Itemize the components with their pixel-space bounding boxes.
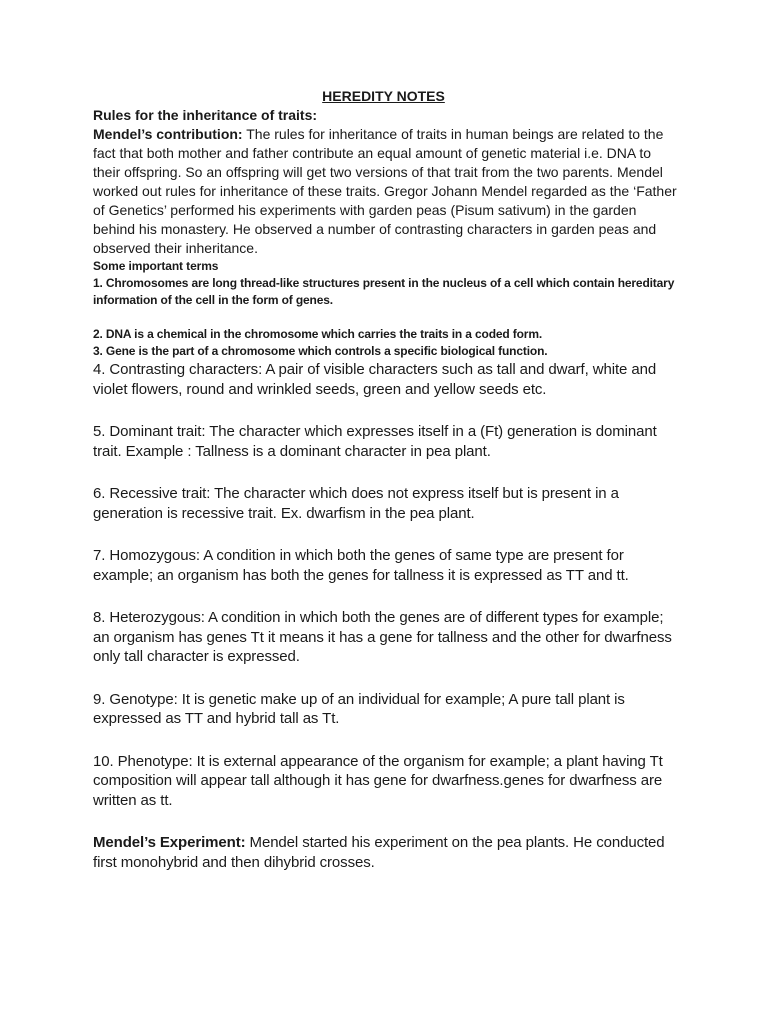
mendel-contribution-label: Mendel’s contribution: [93,126,243,142]
term-gene: 3. Gene is the part of a chromosome which controls a specific biological function. [93,344,548,358]
term-homozygous: 7. Homozygous: A condition in which both the genes of same type are present for example; an organism has both the genes for tallness it is expressed as TT and tt. [93,547,629,584]
document-title: HEREDITY NOTES [322,88,445,104]
term-chromosomes: 1. Chromosomes are long thread-like structures present in the nucleus of a cell which contain hereditary information of the cell in the form of genes. [93,276,675,307]
term-genotype: 9. Genotype: It is genetic make up of an individual for example; A pure tall plant is expressed as TT and hybrid tall as Tt. [93,690,625,727]
term-recessive-trait: 6. Recessive trait: The character which does not express itself but is present in a generation is recessive trait. Ex. dwarfism in the pea plant. [93,485,619,522]
term-phenotype: 10. Phenotype: It is external appearance of the organism for example; a plant having Tt composition will appear tall although it has gene for dwarfness.genes for dwarfness are written as tt. [93,752,663,809]
term-dna: 2. DNA is a chemical in the chromosome which carries the traits in a coded form. [93,327,543,341]
term-contrasting-characters: 4. Contrasting characters: A pair of visible characters such as tall and dwarf, white and violet flowers, round and wrinkled seeds, green and yellow seeds etc. [93,361,657,398]
mendel-contribution-text: The rules for inheritance of traits in human beings are related to the fact that both mother and father contribute an equal amount of genetic material i.e. DNA to their offspring. So an offspring will get two versions of that trait from the two parents. Mendel worked out rules for inheritance of these traits. Gregor Johann Mendel regarded as the ‘Father of Genetics’ performed his experiments with garden peas (Pisum sativum) in the garden behind his monastery. He observed a number of contrasting characters in garden peas and observed their inheritance. [93,126,677,256]
mendel-experiment-paragraph [93,833,678,872]
important-terms-heading: Some important terms [93,259,219,273]
mendel-experiment-label: Mendel’s Experiment: [93,834,246,851]
document-page [93,87,678,872]
rules-heading: Rules for the inheritance of traits: [93,107,318,123]
term-dominant-trait: 5. Dominant trait: The character which expresses itself in a (Ft) generation is dominant trait. Example : Tallness is a dominant character in pea plant. [93,423,657,460]
mendel-contribution-paragraph [93,125,678,258]
mendel-experiment-text: Mendel started his experiment on the pea plants. He conducted first monohybrid and then dihybrid crosses. [93,834,665,871]
term-heterozygous: 8. Heterozygous: A condition in which both the genes are of different types for example; an organism has genes Tt it means it has a gene for tallness and the other for dwarfness only tall character is expressed. [93,609,672,665]
